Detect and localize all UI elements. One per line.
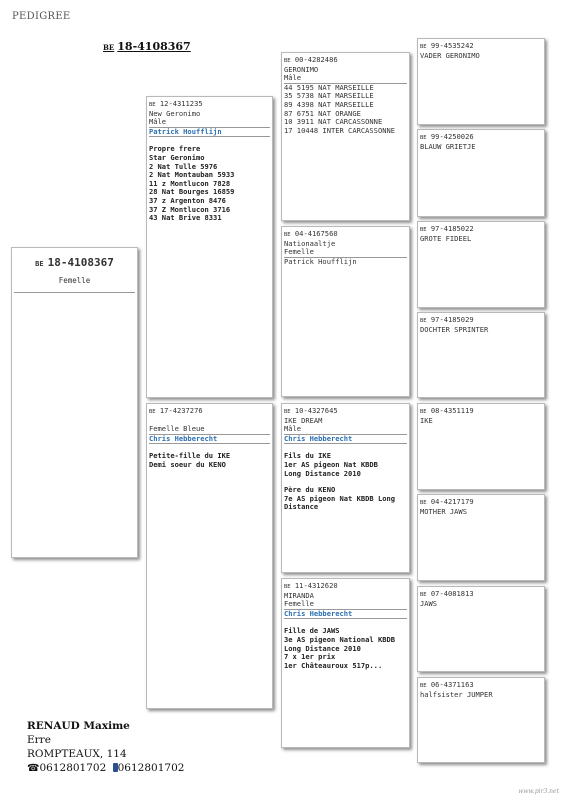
ff-name: GERONIMO <box>284 64 319 74</box>
great-grandparent-card[interactable] <box>417 403 545 490</box>
ring-number: 17-4237276 <box>159 406 203 415</box>
gg-name: IKE <box>420 415 433 425</box>
country-code: BE <box>149 102 156 108</box>
country-code: BE <box>103 43 115 52</box>
maternal-grandfather-card[interactable] <box>281 403 410 573</box>
pedigree-title <box>103 40 191 53</box>
country-code: BE <box>420 135 427 141</box>
great-grandparent-card[interactable] <box>417 38 545 125</box>
great-grandparent-card[interactable] <box>417 494 545 581</box>
gg-name: BLAUW GRIETJE <box>420 141 476 151</box>
phone-icon: ☎ <box>27 763 40 774</box>
note-line: Star Geronimo <box>149 152 205 162</box>
country-code: BE <box>149 409 156 415</box>
mother-owner: Chris Hebberecht <box>149 435 270 445</box>
gg-name: DOCHTER SPRINTER <box>420 324 489 334</box>
mf-sex: Mâle <box>284 425 407 435</box>
country-code: BE <box>420 44 427 50</box>
mm-name: MIRANDA <box>284 590 314 600</box>
owner-line: Erre <box>27 734 51 746</box>
note-line: 3e AS pigeon National KBDB <box>284 634 396 644</box>
mother-notes <box>149 452 270 469</box>
ff-sex: Mâle <box>284 74 407 84</box>
country-code: BE <box>284 232 291 238</box>
page-header: PEDIGREE <box>12 11 71 22</box>
gg-name: JAWS <box>420 598 438 608</box>
note-line: 1er Châteauroux 517p... <box>284 660 383 670</box>
ring-number: 99-4535242 <box>430 41 474 50</box>
great-grandparent-card[interactable] <box>417 221 545 308</box>
father-card[interactable] <box>146 96 273 398</box>
footer-link[interactable]: www.pir3.net <box>518 788 559 795</box>
note-line: 28 Nat Bourges 16859 <box>149 187 235 197</box>
country-code: BE <box>420 318 427 324</box>
fm-name: Nationaaltje <box>284 238 336 248</box>
note-line: Long Distance 2010 <box>284 468 361 478</box>
owner-phones <box>27 761 184 776</box>
ring-number: 18-4108367 <box>117 40 191 53</box>
result-line: 44 5195 NAT MARSEILLE <box>284 82 374 92</box>
mother-ring <box>149 407 270 417</box>
ring-number: 04-4217179 <box>430 497 474 506</box>
phone-number[interactable]: 0612801702 <box>39 762 107 774</box>
maternal-grandmother-card[interactable] <box>281 578 410 748</box>
father-owner: Patrick Houfflijn <box>149 128 270 138</box>
country-code: BE <box>284 409 291 415</box>
ff-results <box>284 84 407 136</box>
note-line: Père du KENO <box>284 485 336 495</box>
ring-number: 08-4351119 <box>430 406 474 415</box>
owner-name: RENAUD Maxime <box>27 720 130 732</box>
ring-number: 12-4311235 <box>159 99 203 108</box>
ring-number: 11-4312620 <box>294 581 338 590</box>
main-bird-card[interactable] <box>11 247 138 558</box>
paternal-grandfather-card[interactable] <box>281 52 410 221</box>
result-line: 10 3911 NAT CARCASSONNE <box>284 117 383 127</box>
result-line: 17 10448 INTER CARCASSONNE <box>284 125 396 135</box>
ring-number: 06-4371163 <box>430 680 474 689</box>
gg-name: GROTE FIDEEL <box>420 233 472 243</box>
note-line: 1er AS pigeon Nat KBDB <box>284 459 378 469</box>
note-line: 2 Nat Montauban 5933 <box>149 170 235 180</box>
gg-name: VADER GERONIMO <box>420 50 480 60</box>
ring-number: 97-4185022 <box>430 224 474 233</box>
result-line: 89 4398 NAT MARSEILLE <box>284 99 374 109</box>
mf-name: IKE DREAM <box>284 415 323 425</box>
note-line: 7 x 1er prix <box>284 652 336 662</box>
paternal-grandmother-card[interactable] <box>281 226 410 397</box>
father-sex: Mâle <box>149 118 270 128</box>
note-line: Fils du IKE <box>284 451 331 461</box>
main-bird-ring <box>14 256 135 271</box>
ring-number: 04-4167560 <box>294 229 338 238</box>
mother-card[interactable] <box>146 403 273 709</box>
father-notes <box>149 145 270 222</box>
mobile-number[interactable]: 0612801702 <box>117 762 185 774</box>
country-code: BE <box>284 58 291 64</box>
ring-number: 97-4185029 <box>430 315 474 324</box>
note-line: Propre frere <box>149 144 201 154</box>
owner-info <box>27 719 184 776</box>
country-code: BE <box>284 584 291 590</box>
ring-number: 99-4250026 <box>430 132 474 141</box>
note-line: 43 Nat Brive 8331 <box>149 213 222 223</box>
mf-owner: Chris Hebberecht <box>284 435 407 445</box>
note-line: Long Distance 2010 <box>284 643 361 653</box>
note-line: 7e AS pigeon Nat KBDB Long <box>284 493 396 503</box>
ring-number: 07-4081813 <box>430 589 474 598</box>
ring-number: 00-4282486 <box>294 55 338 64</box>
mm-owner: Chris Hebberecht <box>284 610 407 620</box>
owner-address: ROMPTEAUX, 114 <box>27 748 127 760</box>
country-code: BE <box>420 409 427 415</box>
mother-sex: Femelle Bleue <box>149 425 270 435</box>
ring-number: 18-4108367 <box>47 256 114 269</box>
mm-sex: Femelle <box>284 600 407 610</box>
result-line: 87 6751 NAT ORANGE <box>284 108 361 118</box>
father-name: New Geronimo <box>149 108 201 118</box>
great-grandparent-card[interactable] <box>417 586 545 672</box>
note-line: 11 z Montlucon 7828 <box>149 178 231 188</box>
country-code: BE <box>35 260 44 268</box>
fm-sex: Femelle <box>284 248 407 258</box>
great-grandparent-card[interactable] <box>417 677 545 763</box>
note-line: Distance <box>284 502 319 512</box>
country-code: BE <box>420 227 427 233</box>
main-bird-sex: Femelle <box>14 277 135 293</box>
mm-notes <box>284 627 407 670</box>
result-line: Patrick Houfflijn <box>284 256 357 266</box>
country-code: BE <box>420 683 427 689</box>
note-line: Petite-fille du IKE <box>149 451 231 461</box>
note-line: Demi soeur du KENO <box>149 459 226 469</box>
great-grandparent-card[interactable] <box>417 129 545 217</box>
country-code: BE <box>420 500 427 506</box>
fm-results <box>284 258 407 267</box>
gg-name: halfsister JUMPER <box>420 689 493 699</box>
great-grandparent-card[interactable] <box>417 312 545 398</box>
mf-notes <box>284 452 407 512</box>
note-line: 2 Nat Tulle 5976 <box>149 161 218 171</box>
note-line: 37 z Argenton 8476 <box>149 195 226 205</box>
gg-name: MOTHER JAWS <box>420 506 467 516</box>
ring-number: 10-4327645 <box>294 406 338 415</box>
result-line: 35 5738 NAT MARSEILLE <box>284 91 374 101</box>
gg-ring <box>420 407 542 417</box>
gg-ring <box>420 590 542 600</box>
note-line: 37 Z Montlucon 3716 <box>149 204 231 214</box>
note-line: Fille de JAWS <box>284 626 340 636</box>
country-code: BE <box>420 592 427 598</box>
